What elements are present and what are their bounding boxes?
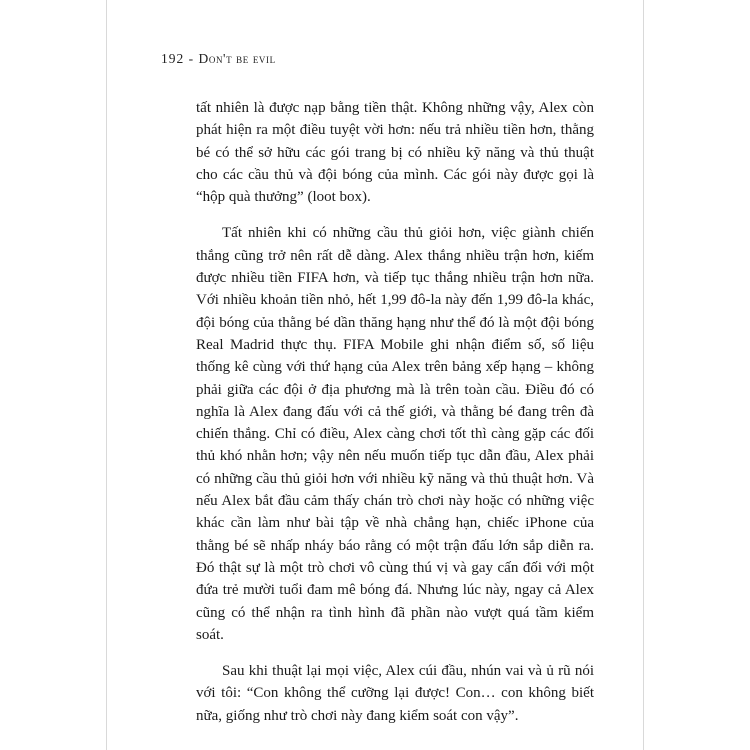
page-number: 192 (161, 51, 185, 66)
paragraph-3: Sau khi thuật lại mọi việc, Alex cúi đầu, nhún vai và ủ rũ nói với tôi: “Con không thể cưỡng lại được! Con… con không biết nữa, giống như trò chơi này đang kiểm soát con vậy”. (196, 663, 594, 724)
running-head-title: Don't be evil (198, 51, 276, 66)
paragraph-1: tất nhiên là được nạp bằng tiền thật. Không những vậy, Alex còn phát hiện ra một điều tuyệt vời hơn: nếu trả nhiều tiền hơn, thằng bé có thể sở hữu các gói trang bị có nhiều kỹ năng và thủ thuật cho các cầu thủ và đội bóng của mình. Các gói này được gọi là “hộp quà thưởng” (loot box). (196, 100, 594, 206)
paragraph-2: Tất nhiên khi có những cầu thủ giỏi hơn, việc giành chiến thắng cũng trở nên rất dễ dàng. Alex thắng nhiều trận hơn, kiếm được nhiều tiền FIFA hơn, và tiếp tục thắng nhiều trận hơn nữa. Với nhiều khoản tiền nhỏ, hết 1,99 đô-la này đến 1,99 đô-la khác, đội bóng của thằng bé dần thăng hạng như thể đó là một đội bóng Real Madrid thực thụ. FIFA Mobile ghi nhận điểm số, số liệu thống kê cùng với thứ hạng của Alex trên bảng xếp hạng – không phải giữa các đội ở địa phương mà là trên toàn cầu. Điều đó có nghĩa là Alex đang đấu với cả thế giới, và thằng bé đang trên đà chiến thắng. Chỉ có điều, Alex càng chơi tốt thì càng gặp các đối thủ khó nhằn hơn; vậy nên nếu muốn tiếp tục dẫn đầu, Alex phải có những cầu thủ giỏi hơn với nhiều kỹ năng và thủ thuật hơn. Và nếu Alex bắt đầu cảm thấy chán trò chơi này hoặc có những việc khác cần làm như bài tập về nhà chẳng hạn, chiếc iPhone của thằng bé sẽ nhấp nháy báo rằng có một trận đấu lớn sắp diễn ra. Đó thật sự là một trò chơi vô cùng thú vị và gay cấn đối với một đứa trẻ mười tuổi đam mê bóng đá. Nhưng lúc này, ngay cả Alex cũng có thể nhận ra tình hình đã phần nào vượt quá tầm kiểm soát. (196, 225, 594, 643)
body-text (196, 97, 594, 741)
running-head-separator: - (188, 51, 195, 66)
running-head (161, 51, 276, 67)
book-page (106, 0, 644, 750)
